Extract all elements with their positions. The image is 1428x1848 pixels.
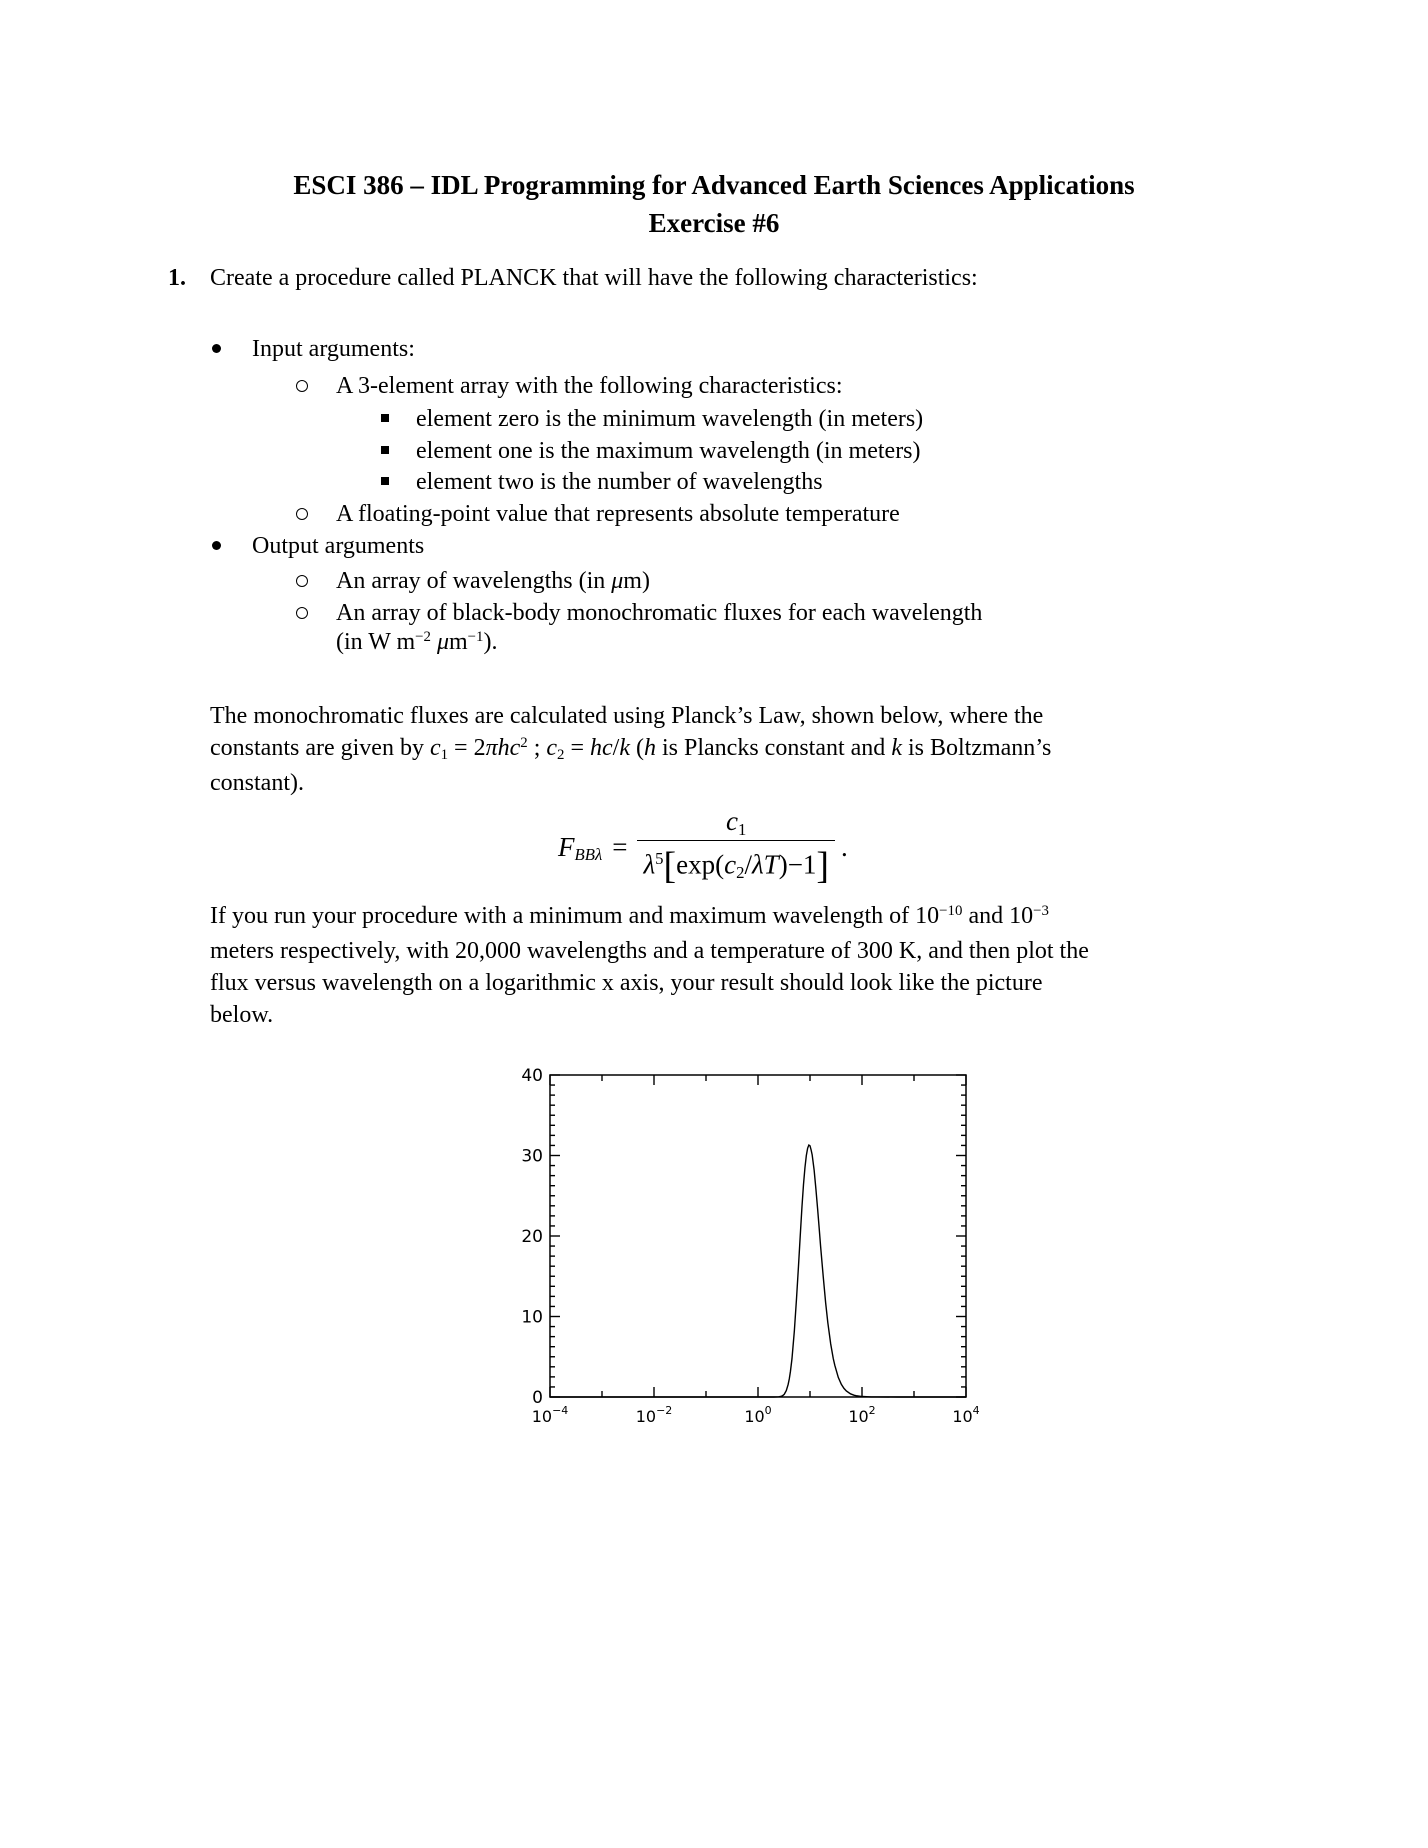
y-tick-label: 10 xyxy=(521,1307,543,1328)
list-item-text: element one is the maximum wavelength (in meters) xyxy=(416,438,921,464)
document-title xyxy=(0,166,1428,242)
y-tick-label: 30 xyxy=(521,1146,543,1167)
paragraph-line: below. xyxy=(210,1002,274,1028)
list-item-text: (in W $m^{-2}$ $\mu m^{-1}$). xyxy=(336,628,498,655)
item-text: Create a procedure called PLANCK that will have the following characteristics: xyxy=(210,265,978,291)
y-tick-label: 0 xyxy=(532,1388,543,1408)
bullet-circle-icon xyxy=(296,575,308,587)
bullet-circle-icon xyxy=(296,380,308,392)
formula-numerator: c1 xyxy=(726,806,747,839)
y-tick-label: 20 xyxy=(521,1227,543,1247)
bullet-circle-icon xyxy=(296,508,308,520)
paragraph-line: constants are given by c1 = 2πhc$^2$ ; c2 = hc/k (h is Plancks constant and k is Boltzmann’s xyxy=(210,734,1052,764)
bullet-dot-icon xyxy=(212,541,221,550)
paragraph-planck-law xyxy=(210,700,1051,799)
x-tick-label: $10^{-4}$ xyxy=(531,1404,569,1426)
plot-svg xyxy=(498,1055,1038,1435)
bullet-square-icon xyxy=(381,446,389,454)
y-tick-label: 40 xyxy=(521,1066,543,1086)
paragraph-line: If you run your procedure with a minimum and maximum wavelength of $10^{-10}$ and $10^{-3}$ xyxy=(210,902,1049,929)
title-line-2: Exercise #6 xyxy=(648,208,780,238)
x-tick-label: $10^2$ xyxy=(848,1404,876,1426)
list-item-text: A 3-element array with the following characteristics: xyxy=(336,373,843,399)
paragraph-line: meters respectively, with 20,000 wavelengths and a temperature of 300 K, and then plot the xyxy=(210,938,1089,964)
list-item-text: Output arguments xyxy=(252,533,425,559)
planck-curve xyxy=(550,1145,966,1397)
list-item-text: element two is the number of wavelengths xyxy=(416,469,823,495)
formula-lhs: FBBλ xyxy=(558,831,603,865)
x-tick-label: $10^0$ xyxy=(744,1404,772,1426)
paragraph-run-instructions xyxy=(210,900,1089,1031)
planck-law-formula xyxy=(558,806,848,888)
bullet-circle-icon xyxy=(296,607,308,619)
paragraph-line: flux versus wavelength on a logarithmic x axis, your result should look like the picture xyxy=(210,970,1043,996)
list-item-text: element zero is the minimum wavelength (in meters) xyxy=(416,406,924,432)
list-item-text: A floating-point value that represents absolute temperature xyxy=(336,501,900,527)
formula-period: . xyxy=(841,831,848,862)
plot-frame xyxy=(550,1075,966,1397)
paragraph-line: constant). xyxy=(210,770,304,796)
formula-denominator: $\lambda^5[\exp(c2/\lambda T)-1]$ xyxy=(637,840,835,888)
formula-fraction xyxy=(637,806,835,888)
list-item-text: An array of wavelengths (in μm) xyxy=(336,568,650,594)
paragraph-line: The monochromatic fluxes are calculated using Planck’s Law, shown below, where the xyxy=(210,703,1044,729)
bullet-square-icon xyxy=(381,477,389,485)
list-item-text: An array of black-body monochromatic fluxes for each wavelength xyxy=(336,600,983,626)
formula-equals: = xyxy=(612,831,628,862)
list-item-text: Input arguments: xyxy=(252,336,415,362)
item-number: 1. xyxy=(168,265,186,291)
bullet-square-icon xyxy=(381,414,389,422)
x-tick-label: $10^4$ xyxy=(952,1404,980,1426)
x-tick-label: $10^{-2}$ xyxy=(635,1404,673,1426)
title-line-1: ESCI 386 – IDL Programming for Advanced Earth Sciences Applications xyxy=(293,170,1135,200)
flux-vs-wavelength-plot xyxy=(498,1055,1038,1435)
bullet-dot-icon xyxy=(212,344,221,353)
